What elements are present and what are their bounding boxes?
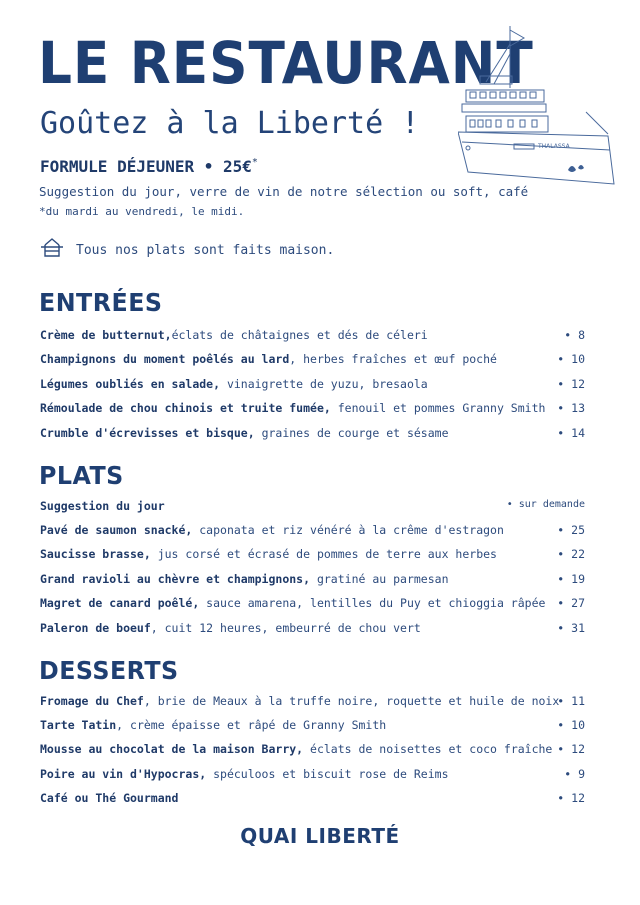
menu-item: [40, 547, 585, 563]
item-name: Fromage du Chef: [40, 694, 144, 708]
formule-note: *du mardi au vendredi, le midi.: [39, 205, 245, 218]
item-price: • 31: [557, 621, 585, 635]
menu-item: [40, 694, 585, 710]
formule-description: Suggestion du jour, verre de vin de notre sélection ou soft, café: [39, 184, 529, 199]
item-name: Tarte Tatin: [40, 718, 117, 732]
item-price: • 27: [557, 596, 585, 610]
item-description: , cuit 12 heures, embeurré de chou vert: [150, 621, 421, 635]
item-price: • 12: [557, 377, 585, 391]
item-name: Rémoulade de chou chinois et truite fumée,: [40, 401, 331, 415]
section-title-plats: PLATS: [39, 461, 124, 490]
menu-item: [40, 377, 585, 393]
item-description: éclats de noisettes et coco fraîche: [303, 742, 553, 756]
tagline: Goûtez à la Liberté !: [40, 106, 420, 141]
ship-hull-text: THALASSA: [538, 143, 570, 150]
item-price: • 10: [557, 352, 585, 366]
item-name: Mousse au chocolat de la maison Barry,: [40, 742, 304, 756]
restaurant-title: LE RESTAURANT: [38, 29, 534, 97]
item-price: • 9: [564, 767, 585, 781]
item-description: sauce amarena, lentilles du Puy et chioggia râpée: [199, 596, 546, 610]
menu-item: [40, 523, 585, 539]
item-name: Pavé de saumon snacké,: [40, 523, 193, 537]
item-price: • 14: [557, 426, 585, 440]
menu-item: [40, 426, 585, 442]
item-price: • 22: [557, 547, 585, 561]
item-price: • 13: [557, 401, 585, 415]
formule-star: *: [251, 157, 258, 168]
formule-dejeuner: [40, 157, 258, 176]
item-price: • 12: [557, 742, 585, 756]
menu-item: [40, 718, 585, 734]
item-description: , crème épaisse et râpé de Granny Smith: [116, 718, 387, 732]
item-price: • 12: [557, 791, 585, 805]
item-name: Champignons du moment poêlés au lard: [40, 352, 290, 366]
item-price: • 8: [564, 328, 585, 342]
formule-label: FORMULE DÉJEUNER • 25€: [40, 157, 252, 176]
item-price: • sur demande: [506, 499, 585, 510]
menu-item: [40, 401, 585, 417]
house-icon: [40, 236, 64, 258]
item-description: graines de courge et sésame: [254, 426, 449, 440]
item-description: vinaigrette de yuzu, bresaola: [220, 377, 428, 391]
footer-logo: QUAI LIBERTÉ: [240, 824, 400, 848]
item-name: Magret de canard poêlé,: [40, 596, 200, 610]
item-name: Poire au vin d'Hypocras,: [40, 767, 207, 781]
menu-item: [40, 572, 585, 588]
menu-item: [40, 352, 585, 368]
item-description: spéculoos et biscuit rose de Reims: [206, 767, 449, 781]
item-description: , brie de Meaux à la truffe noire, roquette et huile de noix: [143, 694, 560, 708]
item-description: jus corsé et écrasé de pommes de terre aux herbes: [150, 547, 497, 561]
item-price: • 19: [557, 572, 585, 586]
item-name: Suggestion du jour: [40, 499, 165, 513]
menu-item: [40, 328, 585, 344]
item-description: caponata et riz vénéré à la crême d'estragon: [192, 523, 504, 537]
ship-illustration: [458, 24, 618, 188]
item-price: • 11: [557, 694, 585, 708]
item-name: Café ou Thé Gourmand: [40, 791, 179, 805]
menu-item: [40, 767, 585, 783]
homemade-note: Tous nos plats sont faits maison.: [76, 243, 335, 258]
menu-item: [40, 742, 585, 758]
item-price: • 10: [557, 718, 585, 732]
menu-item: [40, 596, 585, 612]
item-name: Crumble d'écrevisses et bisque,: [40, 426, 255, 440]
section-title-entrees: ENTRÉES: [39, 288, 163, 317]
section-title-desserts: DESSERTS: [39, 656, 179, 685]
item-name: Légumes oubliés en salade,: [40, 377, 221, 391]
item-description: éclats de châtaignes et dés de céleri: [171, 328, 428, 342]
menu-item: [40, 621, 585, 637]
menu-item: [40, 791, 585, 807]
item-name: Saucisse brasse,: [40, 547, 151, 561]
item-price: • 25: [557, 523, 585, 537]
item-name: Crème de butternut,: [40, 328, 172, 342]
item-name: Paleron de boeuf: [40, 621, 151, 635]
item-description: , herbes fraîches et œuf poché: [289, 352, 497, 366]
item-description: gratiné au parmesan: [310, 572, 449, 586]
item-name: Grand ravioli au chèvre et champignons,: [40, 572, 311, 586]
item-description: fenouil et pommes Granny Smith: [330, 401, 546, 415]
menu-item: [40, 499, 585, 515]
